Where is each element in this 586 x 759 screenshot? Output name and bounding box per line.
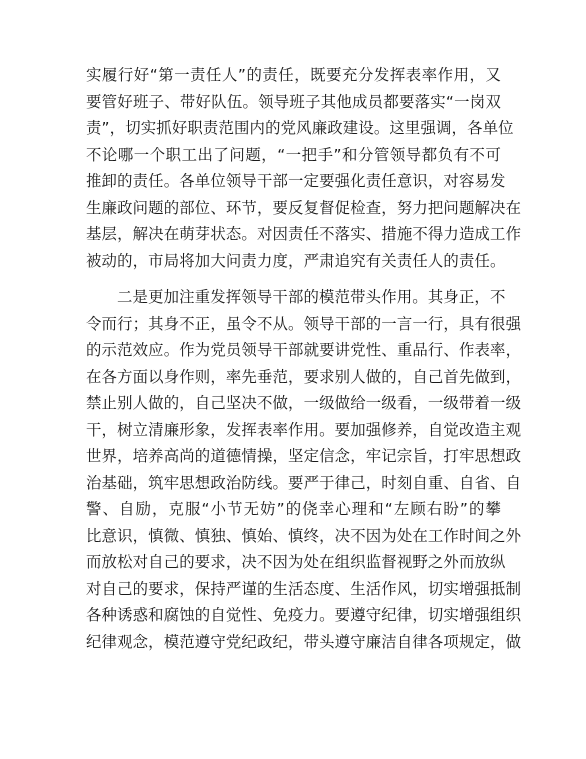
text-line — [86, 195, 522, 222]
text-line-content: 推卸的责任。各单位领导干部一定要强化责任意识，对容易发 — [86, 172, 506, 190]
text-line-content: 比意识，慎微、慎独、慎始、慎终，决不因为处在工作时间之外 — [86, 526, 522, 545]
text-line — [86, 89, 501, 116]
text-line — [86, 470, 522, 497]
text-line-content: 禁止别人做的，自己坚决不做，一级做给一级看，一级带着一级 — [86, 394, 522, 412]
text-line — [86, 602, 522, 629]
text-line — [86, 443, 522, 470]
text-line-content: 治基础，筑牢思想政治防线。要严于律己，时刻自重、自省、自 — [86, 473, 522, 492]
text-line — [86, 248, 506, 275]
text-line — [86, 576, 522, 603]
text-line-content: 警、自励，克服“小节无妨”的侥幸心理和“左顾右盼”的攀 — [86, 500, 501, 518]
text-line — [86, 364, 522, 391]
text-line-content: 对自己的要求，保持严谨的生活态度、生活作风，切实增强抵制 — [86, 579, 522, 598]
text-line — [86, 142, 501, 169]
text-line — [86, 62, 501, 89]
text-line-content: 基层，解决在萌芽状态。对因责任不落实、措施不得力造成工作 — [86, 225, 522, 243]
paragraph-gap — [86, 274, 501, 284]
paragraph-leadership-example — [86, 284, 522, 655]
text-line-content: 各种诱惑和腐蚀的自觉性、免疫力。要遵守纪律，切实增强组织 — [86, 606, 522, 624]
text-line — [86, 523, 522, 550]
text-line-content: 纪律观念，模范遵守党纪政纪，带头遵守廉洁自律各项规定，做 — [86, 632, 522, 651]
text-line — [86, 629, 522, 656]
text-line-content: 被动的，市局将加大问责力度，严肃追究有关责任人的责任。 — [86, 251, 506, 270]
text-line-content: 不论哪一个职工出了问题，“一把手”和分管领导都负有不可 — [86, 145, 501, 164]
text-line-content: 世界，培养高尚的道德情操，坚定信念，牢记宗旨，打牢思想政 — [86, 447, 522, 465]
text-line-content: 实履行好“第一责任人”的责任，既要充分发挥表率作用，又 — [86, 66, 501, 84]
text-line — [86, 284, 506, 311]
text-line-content: 要管好班子、带好队伍。领导班子其他成员都要落实“一岗双 — [86, 92, 501, 111]
document-page — [86, 62, 522, 655]
text-line-content: 而放松对自己的要求，决不因为处在组织监督视野之外而放纵 — [86, 553, 506, 571]
text-line — [86, 311, 522, 338]
text-line — [86, 390, 522, 417]
text-line-content: 二是更加注重发挥领导干部的模范带头作用。其身正，不 — [117, 288, 506, 306]
text-line-content: 责”，切实抓好职责范围内的党风廉政建设。这里强调，各单位 — [86, 119, 514, 137]
text-line — [86, 115, 514, 142]
text-line — [86, 549, 506, 576]
text-line-content: 干，树立清廉形象，发挥表率作用。要加强修养，自觉改造主观 — [86, 420, 522, 439]
text-line — [86, 221, 522, 248]
text-line — [86, 168, 506, 195]
text-line-content: 在各方面以身作则，率先垂范，要求别人做的，自己首先做到， — [86, 367, 522, 386]
text-line — [86, 417, 522, 444]
text-line — [86, 337, 522, 364]
text-line-content: 生廉政问题的部位、环节，要反复督促检查，努力把问题解决在 — [86, 198, 522, 217]
paragraph-responsibility — [86, 62, 522, 274]
text-line-content: 令而行；其身不正，虽令不从。领导干部的一言一行，具有很强 — [86, 314, 522, 333]
text-line — [86, 496, 501, 523]
text-line-content: 的示范效应。作为党员领导干部就要讲党性、重品行、作表率， — [86, 341, 522, 359]
